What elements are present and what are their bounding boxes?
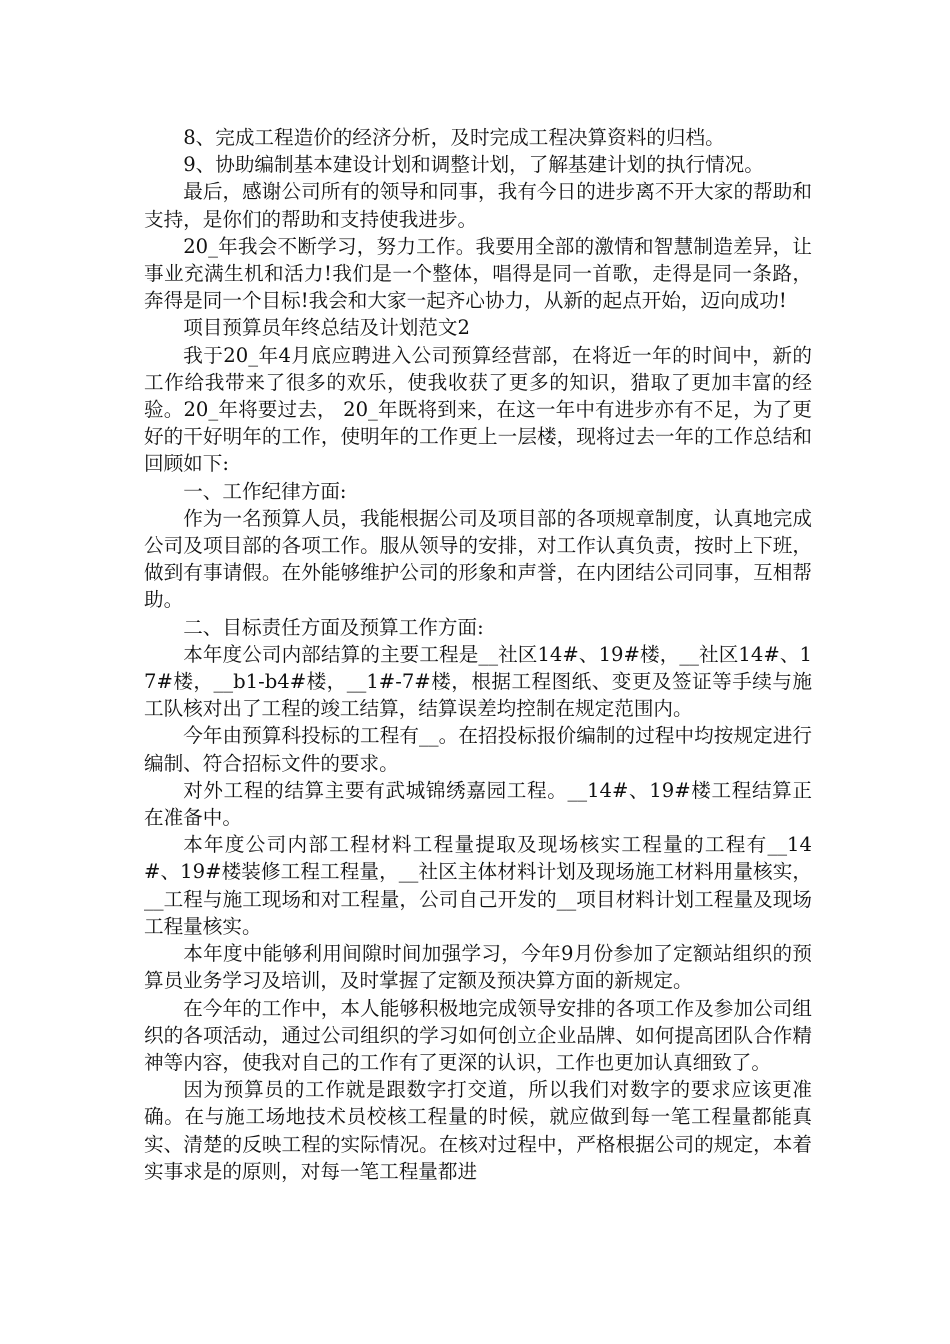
heading-responsibility: 二、目标责任方面及预算工作方面: (183, 615, 484, 639)
paragraph-activities: 在今年的工作中，本人能够积极地完成领导安排的各项工作及参加公司组织的各项活动，通过公司组织的学习如何创立企业品牌、如何提高团队合作精神等内容，使我对自己的工作有了更深的认识，工作也更加认真细致了。 (144, 996, 812, 1074)
paragraph-bidding: 今年由预算科投标的工程有__。在招投标报价编制的过程中均按规定进行编制、符合招标文件的要求。 (144, 724, 812, 775)
paragraph-external-settlement: 对外工程的结算主要有武城锦绣嘉园工程。__14#、19#楼工程结算正在准备中。 (144, 778, 812, 830)
paragraph-discipline: 作为一名预算人员，我能根据公司及项目部的各项规章制度，认真地完成公司及项目部的各项工作。服从领导的安排，对工作认真负责，按时上下班，做到有事请假。在外能够维护公司的形象和声誉，在内团结公司同事，互相帮助。 (144, 506, 812, 612)
section-title-2: 项目预算员年终总结及计划范文2 (183, 316, 470, 340)
paragraph-materials: 本年度公司内部工程材料工程量提取及现场核实工程量的工程有__14#、19#楼装修工程工程量，__社区主体材料计划及现场施工材料用量核实，__工程与施工现场和对工程量，公司自己开发的__项目材料计划工程量及现场工程量核实。 (144, 833, 812, 938)
heading-discipline: 一、工作纪律方面: (183, 479, 347, 503)
document-page (144, 124, 812, 1185)
paragraph-accuracy: 因为预算员的工作就是跟数字打交道，所以我们对数字的要求应该更准确。在与施工场地技术员校核工程量的时候，就应做到每一笔工程量都能真实、清楚的反映工程的实际情况。在核对过程中，严格根据公司的规定，本着实事求是的原则，对每一笔工程量都进 (144, 1078, 812, 1183)
paragraph-internal-settlement: 本年度公司内部结算的主要工程是__社区14#、19#楼，__社区14#、17#楼，__b1-b4#楼，__1#-7#楼，根据工程图纸、变更及签证等手续与施工队核对出了工程的竣工结算，结算误差均控制在规定范围内。 (144, 642, 812, 721)
paragraph-next-year: 20_年我会不断学习，努力工作。我要用全部的激情和智慧制造差异，让事业充满生机和活力!我们是一个整体，唱得是同一首歌，走得是同一条路，奔得是同一个目标!我会和大家一起齐心协力，从新的起点开始，迈向成功! (144, 234, 812, 313)
paragraph-study: 本年度中能够利用间隙时间加强学习，今年9月份参加了定额站组织的预算员业务学习及培训，及时掌握了定额及预决算方面的新规定。 (144, 942, 812, 993)
paragraph-item-8: 8、完成工程造价的经济分析，及时完成工程决算资料的归档。 (183, 126, 725, 149)
paragraph-thanks: 最后，感谢公司所有的领导和同事，我有今日的进步离不开大家的帮助和支持，是你们的帮助和支持使我进步。 (144, 180, 812, 231)
paragraph-item-9: 9、协助编制基本建设计划和调整计划，了解基建计划的执行情况。 (183, 153, 764, 177)
paragraph-intro: 我于20_年4月底应聘进入公司预算经营部，在将近一年的时间中，新的工作给我带来了很多的欢乐，使我收获了更多的知识，猎取了更加丰富的经验。20_年将要过去， 20_年既将到来，在这一年中有进步亦有不足，为了更好的干好明年的工作，使明年的工作更上一层楼，现将过去一年的工作总结和回顾如下: (144, 343, 812, 476)
